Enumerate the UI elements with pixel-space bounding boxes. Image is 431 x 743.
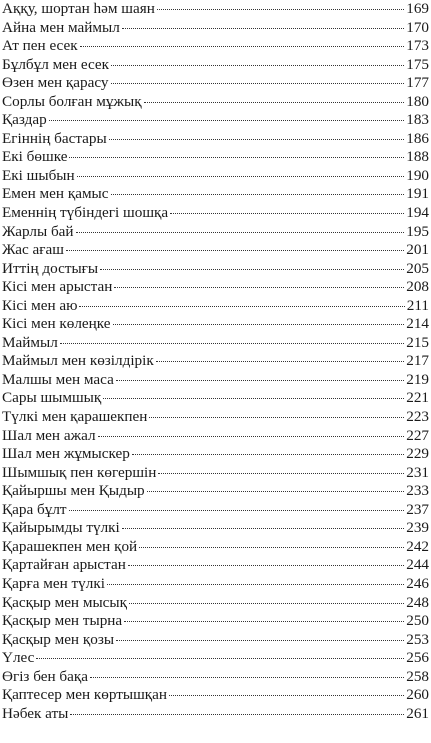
toc-dot-leader	[107, 583, 404, 585]
toc-entry[interactable]	[2, 408, 429, 427]
toc-entry-page-number: 233	[406, 482, 429, 500]
toc-entry-title: Қарға мен түлкі	[2, 574, 105, 592]
toc-entry-page-number: 231	[406, 463, 429, 481]
toc-dot-leader	[66, 249, 404, 251]
toc-entry-title: Өзен мен қарасу	[2, 74, 109, 92]
toc-entry-page-number: 248	[406, 593, 429, 611]
toc-entry-title: Қартайған арыстан	[2, 556, 126, 574]
toc-entry[interactable]	[2, 260, 429, 279]
toc-entry-title: Айна мен маймыл	[2, 18, 120, 36]
toc-entry-page-number: 229	[406, 445, 429, 463]
toc-entry-title: Емен мен қамыс	[2, 185, 109, 203]
toc-entry-page-number: 244	[406, 556, 429, 574]
toc-entry[interactable]	[2, 631, 429, 650]
toc-dot-leader	[70, 713, 404, 715]
toc-entry-page-number: 170	[406, 18, 429, 36]
toc-entry-page-number: 221	[406, 389, 429, 407]
toc-entry-title: Кісі мен аю	[2, 296, 78, 314]
toc-dot-leader	[139, 546, 404, 548]
toc-dot-leader	[158, 472, 404, 474]
toc-entry[interactable]	[2, 297, 429, 316]
toc-entry-title: Аққу, шортан һәм шаян	[2, 0, 155, 17]
toc-entry[interactable]	[2, 352, 429, 371]
toc-entry-title: Маймыл	[2, 333, 58, 351]
toc-entry-page-number: 217	[406, 352, 429, 370]
toc-entry-title: Қайыршы мен Қыдыр	[2, 482, 145, 500]
toc-entry-title: Қасқыр мен мысық	[2, 593, 128, 611]
toc-entry[interactable]	[2, 74, 429, 93]
toc-entry[interactable]	[2, 556, 429, 575]
toc-entry-title: Шал мен жұмыскер	[2, 445, 130, 463]
toc-entry[interactable]	[2, 315, 429, 334]
toc-entry-page-number: 191	[406, 185, 429, 203]
toc-dot-leader	[77, 175, 405, 177]
toc-entry[interactable]	[2, 167, 429, 186]
toc-entry[interactable]	[2, 575, 429, 594]
toc-dot-leader	[129, 602, 404, 604]
toc-dot-leader	[144, 101, 405, 103]
toc-entry-page-number: 219	[406, 370, 429, 388]
toc-dot-leader	[124, 620, 404, 622]
toc-entry-page-number: 175	[406, 55, 429, 73]
toc-entry[interactable]	[2, 501, 429, 520]
toc-entry[interactable]	[2, 668, 429, 687]
toc-entry-page-number: 256	[406, 649, 429, 667]
toc-entry[interactable]	[2, 185, 429, 204]
toc-entry[interactable]	[2, 56, 429, 75]
toc-entry-title: Қара бұлт	[2, 500, 67, 518]
toc-entry[interactable]	[2, 111, 429, 130]
toc-entry-page-number: 177	[406, 74, 429, 92]
toc-entry-title: Кісі мен көлеңке	[2, 315, 111, 333]
toc-entry[interactable]	[2, 37, 429, 56]
toc-entry-title: Екі бөшке	[2, 148, 68, 166]
toc-entry-page-number: 188	[406, 148, 429, 166]
toc-entry-title: Сорлы болған мұжық	[2, 92, 142, 110]
toc-entry[interactable]	[2, 482, 429, 501]
toc-entry[interactable]	[2, 223, 429, 242]
toc-dot-leader	[111, 82, 405, 84]
toc-entry-title: Үлес	[2, 649, 35, 667]
toc-entry-title: Бұлбұл мен есек	[2, 55, 110, 73]
toc-entry[interactable]	[2, 19, 429, 38]
toc-entry-page-number: 214	[406, 315, 429, 333]
toc-entry-page-number: 215	[406, 333, 429, 351]
toc-entry-title: Өгіз бен бақа	[2, 667, 88, 685]
toc-entry-page-number: 205	[406, 259, 429, 277]
toc-entry-page-number: 180	[406, 92, 429, 110]
toc-dot-leader	[103, 397, 404, 399]
toc-entry-page-number: 173	[406, 37, 429, 55]
toc-entry-title: Қасқыр мен қозы	[2, 630, 115, 648]
toc-entry-page-number: 250	[406, 612, 429, 630]
toc-entry[interactable]	[2, 334, 429, 353]
toc-dot-leader	[111, 64, 404, 66]
toc-entry-title: Жарлы бай	[2, 222, 74, 240]
toc-dot-leader	[69, 156, 404, 158]
toc-entry[interactable]	[2, 649, 429, 668]
toc-dot-leader	[132, 453, 404, 455]
toc-entry-title: Қаптесер мен көртышқан	[2, 686, 168, 704]
toc-entry-page-number: 190	[406, 166, 429, 184]
toc-entry[interactable]	[2, 594, 429, 613]
toc-dot-leader	[60, 342, 404, 344]
toc-dot-leader	[90, 676, 404, 678]
toc-dot-leader	[69, 509, 405, 511]
toc-entry-title: Қайырымды түлкі	[2, 519, 120, 537]
toc-dot-leader	[128, 564, 404, 566]
toc-dot-leader	[109, 138, 405, 140]
toc-entry[interactable]	[2, 686, 429, 705]
toc-entry-page-number: 186	[406, 129, 429, 147]
toc-entry[interactable]	[2, 445, 429, 464]
toc-entry-page-number: 239	[406, 519, 429, 537]
toc-entry-page-number: 195	[406, 222, 429, 240]
toc-entry-page-number: 169	[406, 0, 429, 17]
toc-entry[interactable]	[2, 389, 429, 408]
toc-entry[interactable]	[2, 427, 429, 446]
toc-entry-page-number: 194	[406, 204, 429, 222]
toc-entry[interactable]	[2, 538, 429, 557]
toc-dot-leader	[116, 379, 404, 381]
toc-entry[interactable]	[2, 612, 429, 631]
toc-entry-title: Егіннің бастары	[2, 129, 107, 147]
toc-entry[interactable]	[2, 204, 429, 223]
toc-dot-leader	[156, 360, 404, 362]
toc-entry[interactable]	[2, 705, 429, 724]
toc-entry-title: Кісі мен арыстан	[2, 278, 113, 296]
toc-dot-leader	[100, 268, 404, 270]
toc-entry-page-number: 261	[406, 704, 429, 722]
toc-entry-page-number: 227	[406, 426, 429, 444]
toc-dot-leader	[147, 490, 405, 492]
toc-entry-page-number: 237	[406, 500, 429, 518]
toc-dot-leader	[122, 27, 404, 29]
toc-entry-page-number: 258	[406, 667, 429, 685]
toc-entry-title: Иттің достығы	[2, 259, 99, 277]
table-of-contents	[2, 0, 429, 723]
toc-entry-title: Қарашекпен мен қой	[2, 537, 138, 555]
toc-entry-title: Ат пен есек	[2, 37, 78, 55]
toc-entry[interactable]	[2, 371, 429, 390]
toc-entry[interactable]	[2, 278, 429, 297]
toc-entry[interactable]	[2, 464, 429, 483]
toc-entry[interactable]	[2, 0, 429, 19]
toc-entry-page-number: 201	[406, 241, 429, 259]
toc-entry[interactable]	[2, 93, 429, 112]
toc-dot-leader	[98, 435, 405, 437]
toc-entry-page-number: 260	[406, 686, 429, 704]
toc-dot-leader	[76, 231, 405, 233]
toc-entry-page-number: 223	[406, 408, 429, 426]
toc-dot-leader	[157, 8, 404, 10]
toc-entry-title: Еменнің түбіндегі шошқа	[2, 204, 169, 222]
toc-entry-page-number: 242	[406, 537, 429, 555]
toc-dot-leader	[169, 694, 404, 696]
toc-dot-leader	[149, 416, 404, 418]
toc-dot-leader	[49, 119, 405, 121]
toc-entry-page-number: 246	[406, 574, 429, 592]
toc-entry-page-number: 211	[406, 296, 429, 314]
toc-entry-page-number: 208	[406, 278, 429, 296]
toc-dot-leader	[122, 527, 404, 529]
toc-entry[interactable]	[2, 148, 429, 167]
toc-entry[interactable]	[2, 241, 429, 260]
toc-entry-page-number: 183	[406, 111, 429, 129]
toc-entry-title: Нәбек аты	[2, 704, 69, 722]
toc-entry-title: Қаздар	[2, 111, 47, 129]
toc-entry-title: Жас ағаш	[2, 241, 64, 259]
toc-entry[interactable]	[2, 130, 429, 149]
toc-entry-title: Қасқыр мен тырна	[2, 612, 123, 630]
toc-entry-title: Малшы мен маса	[2, 370, 114, 388]
toc-dot-leader	[79, 305, 404, 307]
toc-dot-leader	[80, 45, 405, 47]
toc-entry-title: Маймыл мен көзілдірік	[2, 352, 154, 370]
toc-entry-title: Түлкі мен қарашекпен	[2, 408, 148, 426]
toc-dot-leader	[170, 212, 404, 214]
toc-dot-leader	[111, 193, 405, 195]
toc-entry[interactable]	[2, 519, 429, 538]
toc-dot-leader	[36, 657, 404, 659]
toc-dot-leader	[113, 323, 405, 325]
toc-entry-title: Екі шыбын	[2, 166, 75, 184]
toc-entry-title: Шымшық пен көгершін	[2, 463, 157, 481]
toc-entry-title: Сары шымшық	[2, 389, 102, 407]
toc-dot-leader	[114, 286, 404, 288]
toc-entry-page-number: 253	[406, 630, 429, 648]
toc-dot-leader	[116, 639, 404, 641]
toc-entry-title: Шал мен ажал	[2, 426, 96, 444]
